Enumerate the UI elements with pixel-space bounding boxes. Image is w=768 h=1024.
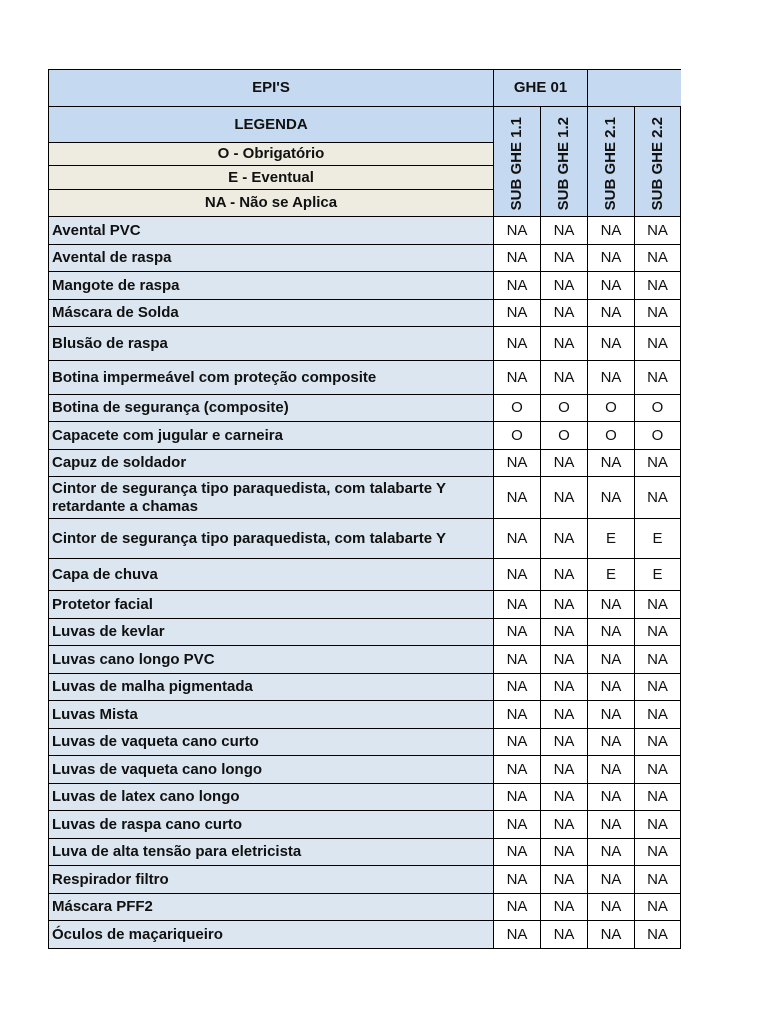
column-header-sub-ghe-1-2 — [541, 107, 588, 217]
value-cell: NA — [635, 894, 681, 921]
value-cell: NA — [494, 701, 541, 729]
value-cell: NA — [541, 559, 588, 591]
value-cell: NA — [588, 674, 635, 701]
value-cell: NA — [635, 646, 681, 674]
value-cell: NA — [494, 729, 541, 756]
value-cell: NA — [635, 701, 681, 729]
value-cell: NA — [635, 674, 681, 701]
value-cell: NA — [494, 894, 541, 921]
value-cell: NA — [588, 811, 635, 839]
value-cell: NA — [635, 839, 681, 866]
row-label: Máscara de Solda — [48, 300, 494, 327]
value-cell: NA — [541, 921, 588, 949]
table-title: EPI'S — [48, 69, 494, 107]
row-label: Cintor de segurança tipo paraquedista, com talabarte Y retardante a chamas — [48, 477, 494, 519]
value-cell: NA — [494, 559, 541, 591]
row-label: Luvas de latex cano longo — [48, 784, 494, 811]
value-cell: NA — [588, 894, 635, 921]
value-cell: NA — [541, 839, 588, 866]
row-label: Respirador filtro — [48, 866, 494, 894]
column-header-label: SUB GHE 2.1 — [602, 117, 619, 211]
row-label: Cintor de segurança tipo paraquedista, com talabarte Y — [48, 519, 494, 559]
value-cell: NA — [541, 894, 588, 921]
value-cell: NA — [588, 619, 635, 646]
value-cell: NA — [494, 646, 541, 674]
row-label: Luvas de kevlar — [48, 619, 494, 646]
row-label: Capa de chuva — [48, 559, 494, 591]
row-label: Óculos de maçariqueiro — [48, 921, 494, 949]
column-header-sub-ghe-2-1 — [588, 107, 635, 217]
row-label: Capuz de soldador — [48, 450, 494, 477]
value-cell: NA — [635, 811, 681, 839]
value-cell: NA — [494, 300, 541, 327]
value-cell: NA — [494, 327, 541, 361]
value-cell: O — [541, 422, 588, 450]
row-label: Luvas de vaqueta cano curto — [48, 729, 494, 756]
value-cell: NA — [541, 245, 588, 272]
value-cell: NA — [588, 756, 635, 784]
value-cell: NA — [635, 450, 681, 477]
value-cell: NA — [541, 866, 588, 894]
row-label: Botina de segurança (composite) — [48, 395, 494, 422]
row-label: Botina impermeável com proteção composite — [48, 361, 494, 395]
value-cell: NA — [494, 450, 541, 477]
row-label: Luvas cano longo PVC — [48, 646, 494, 674]
value-cell: NA — [541, 361, 588, 395]
value-cell: NA — [494, 839, 541, 866]
value-cell: NA — [541, 674, 588, 701]
value-cell: NA — [588, 361, 635, 395]
value-cell: NA — [588, 839, 635, 866]
value-cell: NA — [588, 327, 635, 361]
row-label: Luva de alta tensão para eletricista — [48, 839, 494, 866]
row-label: Máscara PFF2 — [48, 894, 494, 921]
value-cell: NA — [588, 729, 635, 756]
value-cell: NA — [588, 477, 635, 519]
value-cell: NA — [635, 866, 681, 894]
value-cell: O — [494, 395, 541, 422]
value-cell: NA — [588, 245, 635, 272]
row-label: Capacete com jugular e carneira — [48, 422, 494, 450]
value-cell: NA — [541, 477, 588, 519]
value-cell: NA — [494, 921, 541, 949]
column-header-sub-ghe-1-1 — [494, 107, 541, 217]
value-cell: O — [541, 395, 588, 422]
value-cell: NA — [635, 619, 681, 646]
value-cell: NA — [494, 674, 541, 701]
value-cell: NA — [494, 866, 541, 894]
column-header-label: SUB GHE 1.1 — [508, 117, 525, 211]
value-cell: NA — [588, 217, 635, 245]
value-cell: NA — [494, 217, 541, 245]
value-cell: NA — [494, 245, 541, 272]
value-cell: NA — [588, 866, 635, 894]
value-cell: NA — [635, 921, 681, 949]
value-cell: NA — [494, 619, 541, 646]
value-cell: NA — [635, 756, 681, 784]
value-cell: O — [588, 422, 635, 450]
value-cell: E — [635, 519, 681, 559]
value-cell: NA — [494, 591, 541, 619]
column-header-sub-ghe-2-2 — [635, 107, 681, 217]
row-label: Luvas de vaqueta cano longo — [48, 756, 494, 784]
value-cell: NA — [541, 217, 588, 245]
column-header-label: SUB GHE 2.2 — [648, 117, 666, 211]
group-header-ghe01: GHE 01 — [494, 69, 588, 107]
value-cell: NA — [541, 272, 588, 300]
legend-item-obrigatorio: O - Obrigatório — [48, 143, 494, 166]
value-cell: NA — [635, 729, 681, 756]
column-header-label: SUB GHE 1.2 — [555, 117, 572, 211]
value-cell: NA — [635, 477, 681, 519]
value-cell: NA — [494, 811, 541, 839]
value-cell: NA — [494, 519, 541, 559]
value-cell: NA — [635, 217, 681, 245]
value-cell: O — [588, 395, 635, 422]
value-cell: NA — [635, 591, 681, 619]
legend-title: LEGENDA — [48, 107, 494, 143]
value-cell: NA — [494, 784, 541, 811]
value-cell: E — [588, 559, 635, 591]
value-cell: NA — [588, 646, 635, 674]
epi-table — [48, 69, 681, 945]
row-label: Luvas de malha pigmentada — [48, 674, 494, 701]
row-label: Protetor facial — [48, 591, 494, 619]
value-cell: NA — [494, 272, 541, 300]
value-cell: NA — [635, 272, 681, 300]
value-cell: NA — [541, 756, 588, 784]
value-cell: NA — [494, 361, 541, 395]
row-label: Mangote de raspa — [48, 272, 494, 300]
row-label: Luvas Mista — [48, 701, 494, 729]
value-cell: NA — [541, 450, 588, 477]
value-cell: O — [635, 422, 681, 450]
value-cell: E — [635, 559, 681, 591]
value-cell: NA — [541, 300, 588, 327]
value-cell: NA — [588, 300, 635, 327]
row-label: Avental PVC — [48, 217, 494, 245]
value-cell: NA — [588, 450, 635, 477]
value-cell: NA — [494, 477, 541, 519]
row-label: Luvas de raspa cano curto — [48, 811, 494, 839]
legend-item-nao-se-aplica: NA - Não se Aplica — [48, 190, 494, 217]
value-cell: NA — [635, 361, 681, 395]
value-cell: NA — [541, 784, 588, 811]
value-cell: NA — [541, 811, 588, 839]
value-cell: NA — [635, 300, 681, 327]
value-cell: O — [494, 422, 541, 450]
value-cell: NA — [635, 784, 681, 811]
row-label: Blusão de raspa — [48, 327, 494, 361]
group-header-2 — [588, 69, 681, 107]
value-cell: NA — [635, 245, 681, 272]
value-cell: NA — [635, 327, 681, 361]
value-cell: NA — [494, 756, 541, 784]
value-cell: NA — [541, 646, 588, 674]
value-cell: NA — [588, 701, 635, 729]
row-label: Avental de raspa — [48, 245, 494, 272]
value-cell: NA — [588, 784, 635, 811]
value-cell: NA — [541, 519, 588, 559]
value-cell: E — [588, 519, 635, 559]
value-cell: NA — [588, 272, 635, 300]
value-cell: NA — [541, 701, 588, 729]
value-cell: NA — [588, 921, 635, 949]
value-cell: NA — [541, 619, 588, 646]
legend-item-eventual: E - Eventual — [48, 166, 494, 190]
value-cell: NA — [588, 591, 635, 619]
value-cell: NA — [541, 327, 588, 361]
value-cell: NA — [541, 591, 588, 619]
value-cell: O — [635, 395, 681, 422]
value-cell: NA — [541, 729, 588, 756]
